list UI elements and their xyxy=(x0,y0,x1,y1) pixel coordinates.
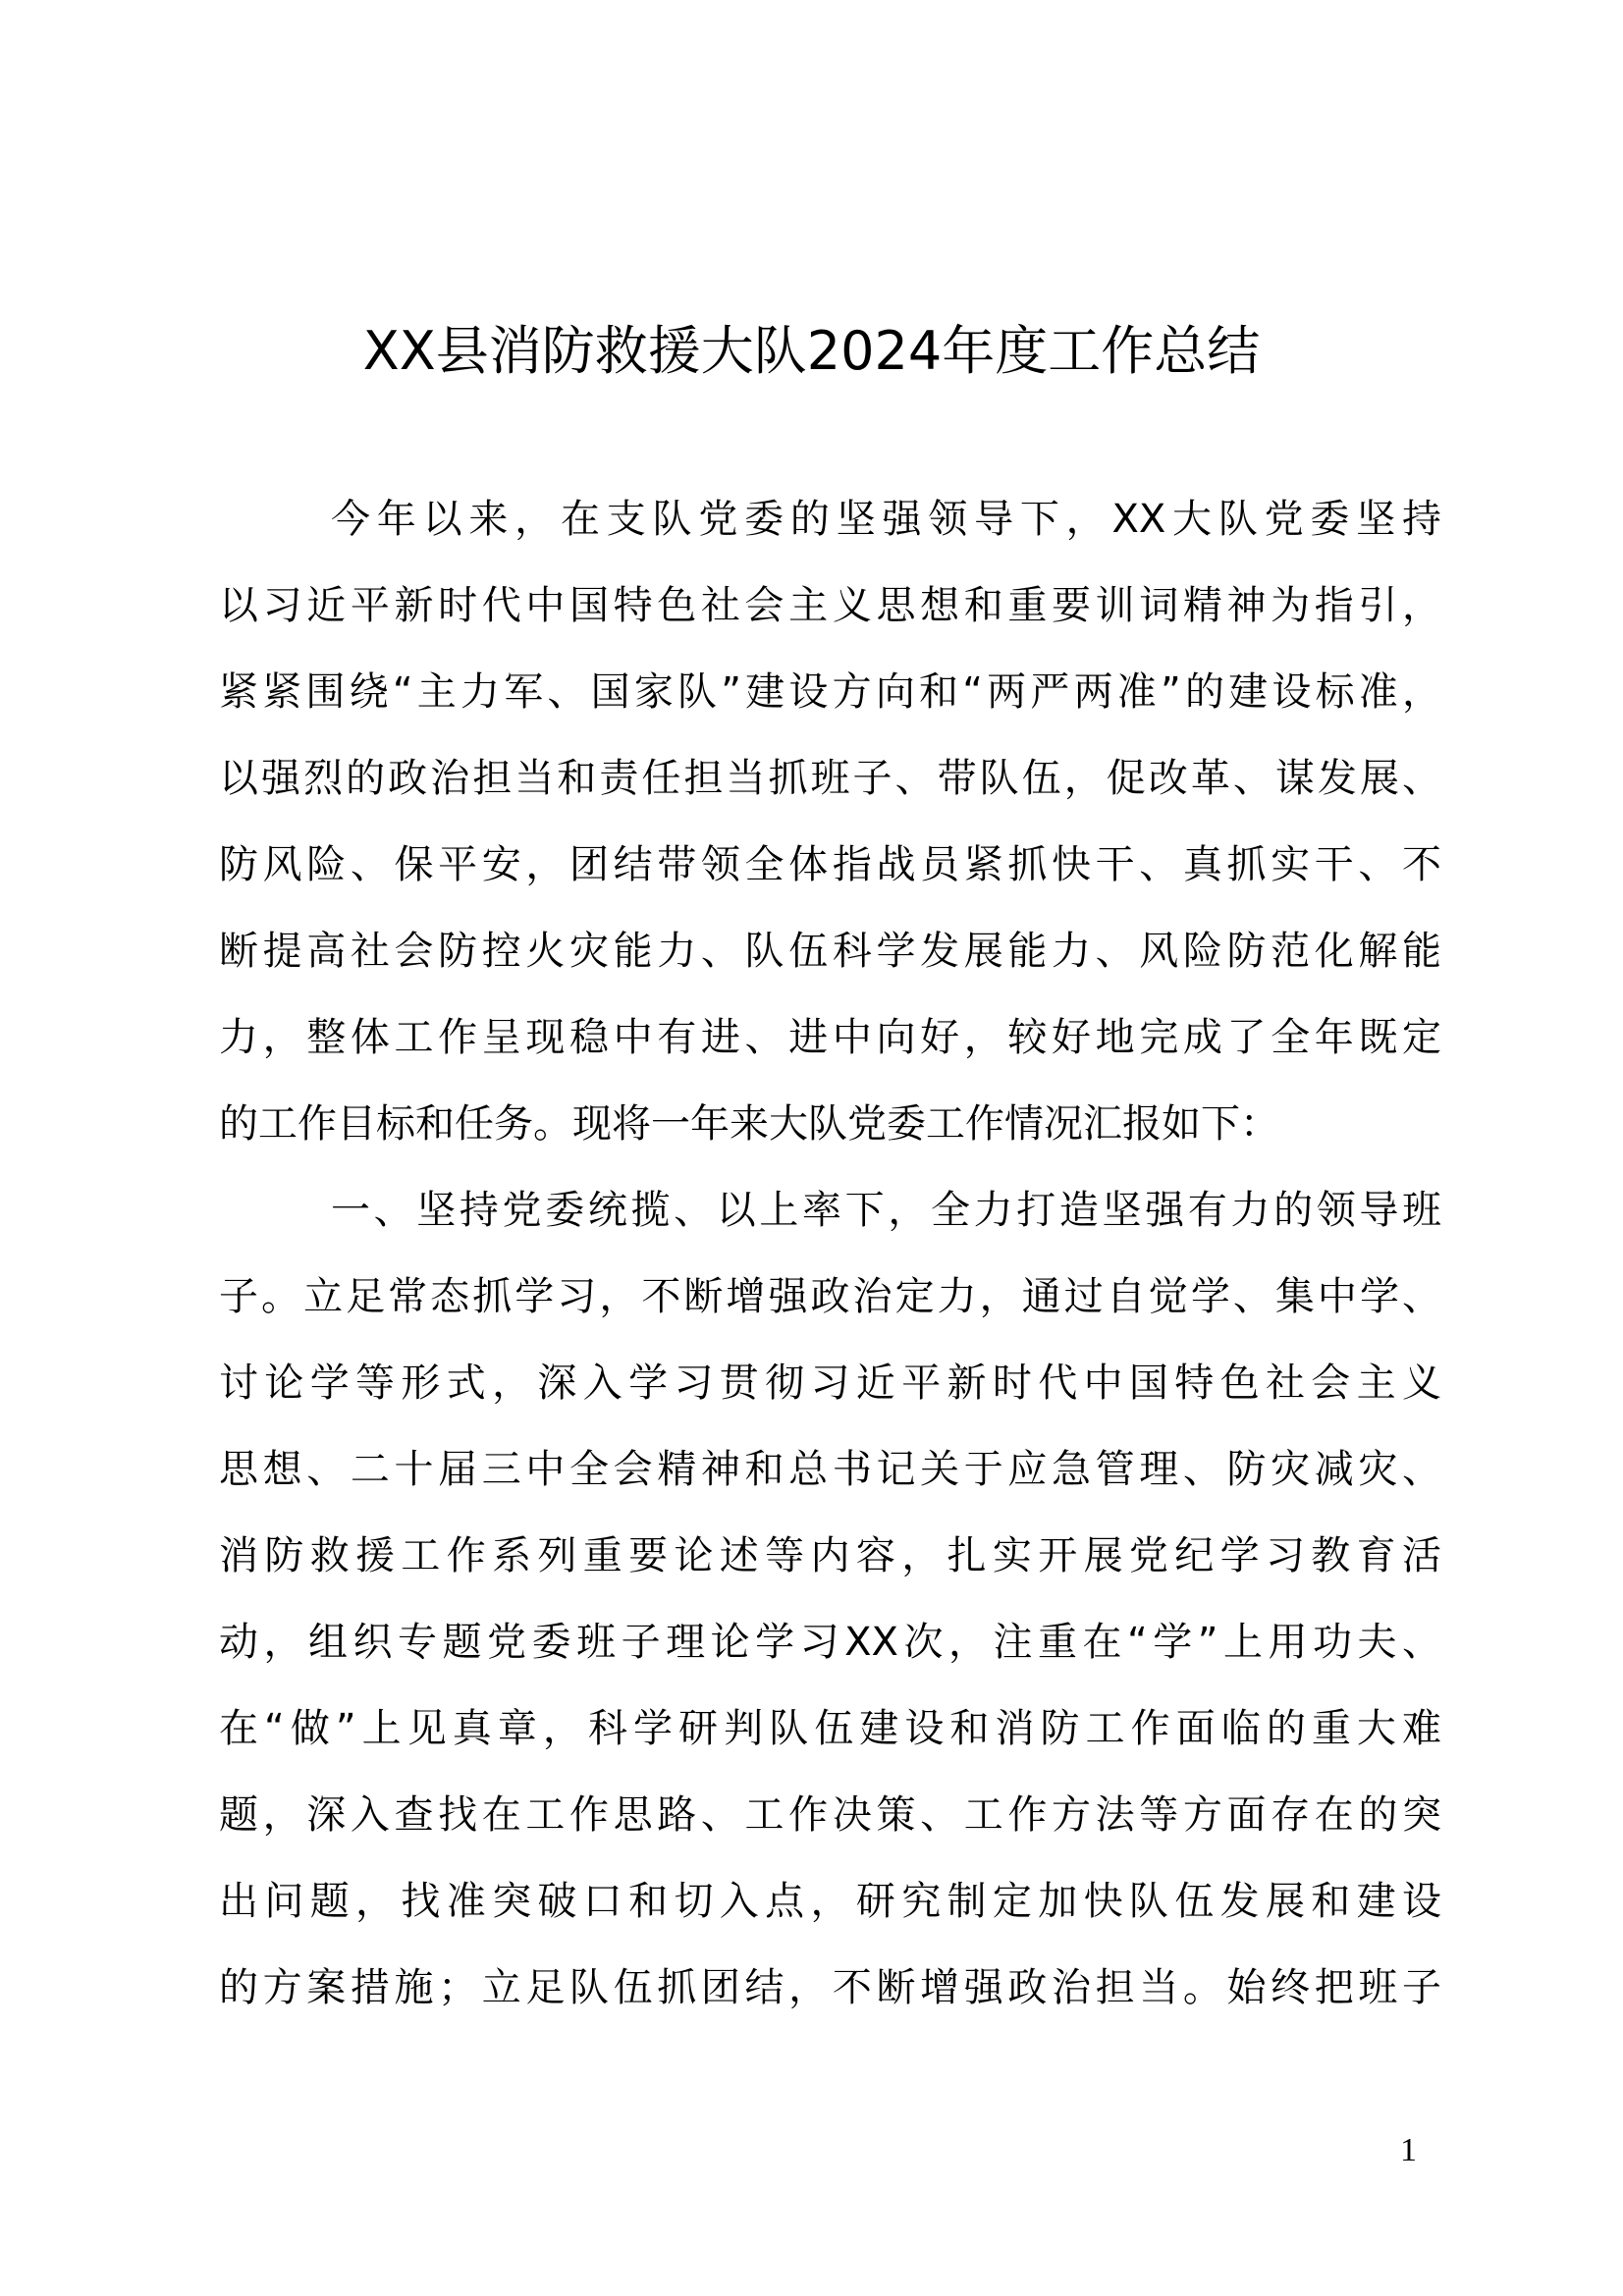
document-title: XX县消防救援大队2024年度工作总结 xyxy=(362,320,1261,382)
text-line: 动，组织专题党委班子理论学习XX次，注重在“学”上用功夫、 xyxy=(219,1620,1441,1665)
text-line: 以习近平新时代中国特色社会主义思想和重要训词精神为指引， xyxy=(219,583,1441,628)
text-line: 的工作目标和任务。现将一年来大队党委工作情况汇报如下： xyxy=(219,1101,1279,1147)
text-line: 在“做”上见真章，科学研判队伍建设和消防工作面临的重大难 xyxy=(219,1706,1441,1751)
text-line: 今年以来，在支队党委的坚强领导下，XX大队党委坚持 xyxy=(331,497,1441,542)
text-line: 消防救援工作系列重要论述等内容，扎实开展党纪学习教育活 xyxy=(219,1533,1441,1578)
text-line: 防风险、保平安，团结带领全体指战员紧抓快干、真抓实干、不 xyxy=(219,842,1441,887)
document-body xyxy=(219,476,1441,2031)
text-line: 的方案措施；立足队伍抓团结，不断增强政治担当。始终把班子 xyxy=(219,1965,1441,2010)
text-line: 思想、二十届三中全会精神和总书记关于应急管理、防灾减灾、 xyxy=(219,1447,1441,1492)
text-line: 力，整体工作呈现稳中有进、进中向好，较好地完成了全年既定 xyxy=(219,1015,1441,1060)
text-line: 出问题，找准突破口和切入点，研究制定加快队伍发展和建设 xyxy=(219,1879,1441,1924)
page-number: 1 xyxy=(1400,2132,1417,2168)
text-line: 子。立足常态抓学习，不断增强政治定力，通过自觉学、集中学、 xyxy=(219,1274,1441,1319)
text-line: 断提高社会防控火灾能力、队伍科学发展能力、风险防范化解能 xyxy=(219,929,1441,974)
section-heading-line: 一、坚持党委统揽、以上率下，全力打造坚强有力的领导班 xyxy=(331,1188,1441,1233)
text-line: 紧紧围绕“主力军、国家队”建设方向和“两严两准”的建设标准， xyxy=(219,669,1441,715)
text-line: 讨论学等形式，深入学习贯彻习近平新时代中国特色社会主义 xyxy=(219,1361,1441,1406)
text-line: 以强烈的政治担当和责任担当抓班子、带队伍，促改革、谋发展、 xyxy=(219,756,1441,801)
text-line: 题，深入查找在工作思路、工作决策、工作方法等方面存在的突 xyxy=(219,1792,1441,1838)
